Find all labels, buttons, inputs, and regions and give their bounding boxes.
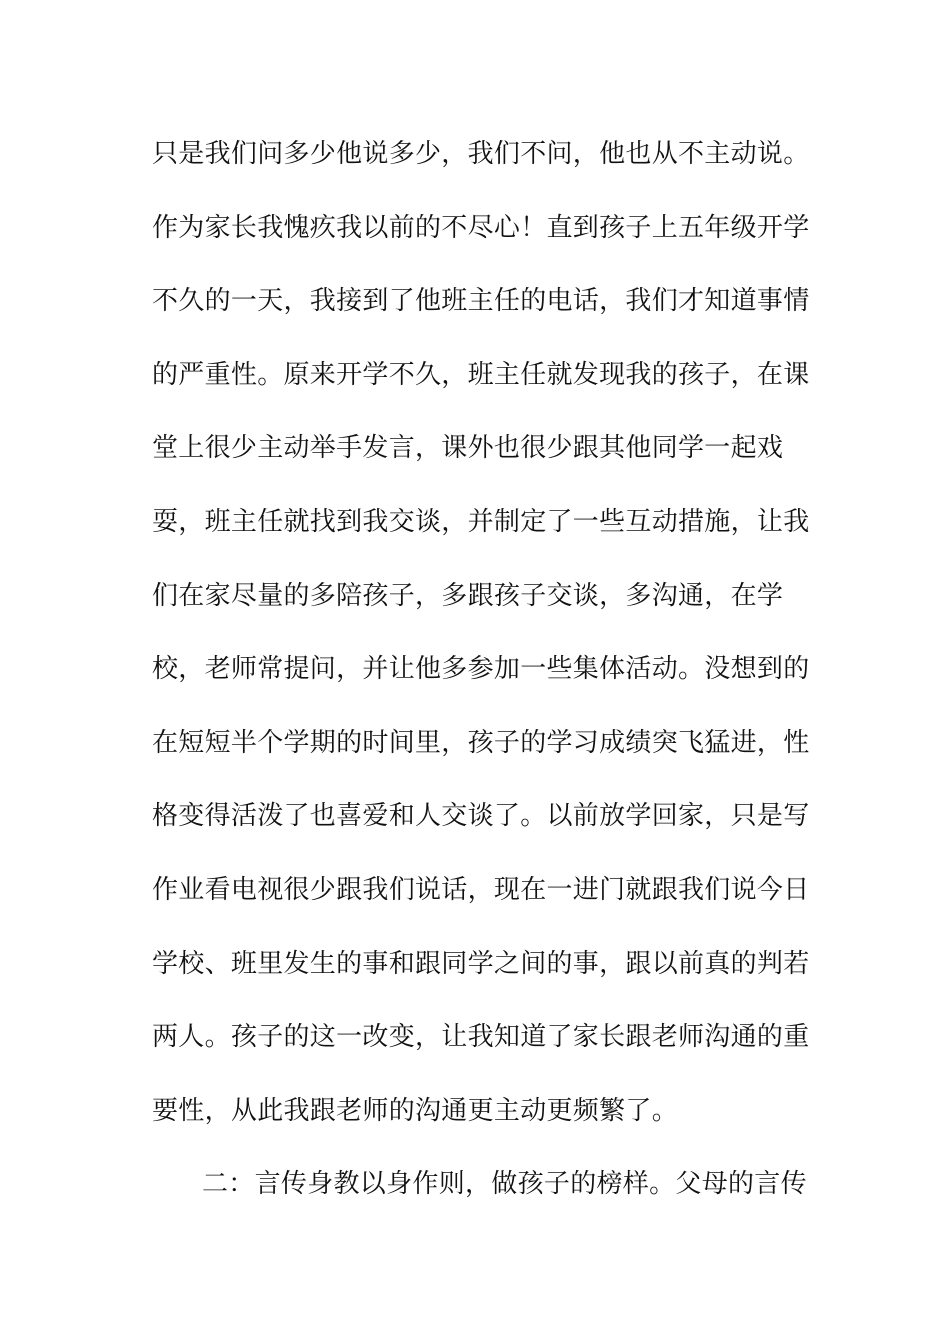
section-heading-line: 二：言传身教以身作则，做孩子的榜样。父母的言传: [202, 1169, 807, 1200]
text-line: 在短短半个学期的时间里，孩子的学习成绩突飞猛进，性: [152, 727, 810, 758]
text-line: 的严重性。原来开学不久，班主任就发现我的孩子，在课: [152, 359, 810, 390]
body-text: [152, 131, 810, 1235]
text-line: 耍，班主任就找到我交谈，并制定了一些互动措施，让我: [152, 506, 810, 537]
text-line: 只是我们问多少他说多少，我们不问，他也从不主动说。: [152, 139, 810, 169]
text-line: 们在家尽量的多陪孩子，多跟孩子交谈，多沟通，在学: [152, 580, 784, 611]
text-line: 作为家长我愧疚我以前的不尽心！直到孩子上五年级开学: [152, 212, 810, 243]
text-line: 学校、班里发生的事和跟同学之间的事，跟以前真的判若: [152, 948, 810, 979]
text-line: 不久的一天，我接到了他班主任的电话，我们才知道事情: [152, 286, 810, 317]
text-line: 堂上很少主动举手发言，课外也很少跟其他同学一起戏: [152, 433, 784, 464]
text-line: 作业看电视很少跟我们说话，现在一进门就跟我们说今日: [152, 874, 810, 905]
text-line: 校，老师常提问，并让他多参加一些集体活动。没想到的: [152, 654, 810, 685]
text-line: 格变得活泼了也喜爱和人交谈了。以前放学回家，只是写: [152, 801, 810, 832]
text-line: 两人。孩子的这一改变，让我知道了家长跟老师沟通的重: [152, 1022, 810, 1053]
text-line: 要性，从此我跟老师的沟通更主动更频繁了。: [152, 1095, 679, 1126]
